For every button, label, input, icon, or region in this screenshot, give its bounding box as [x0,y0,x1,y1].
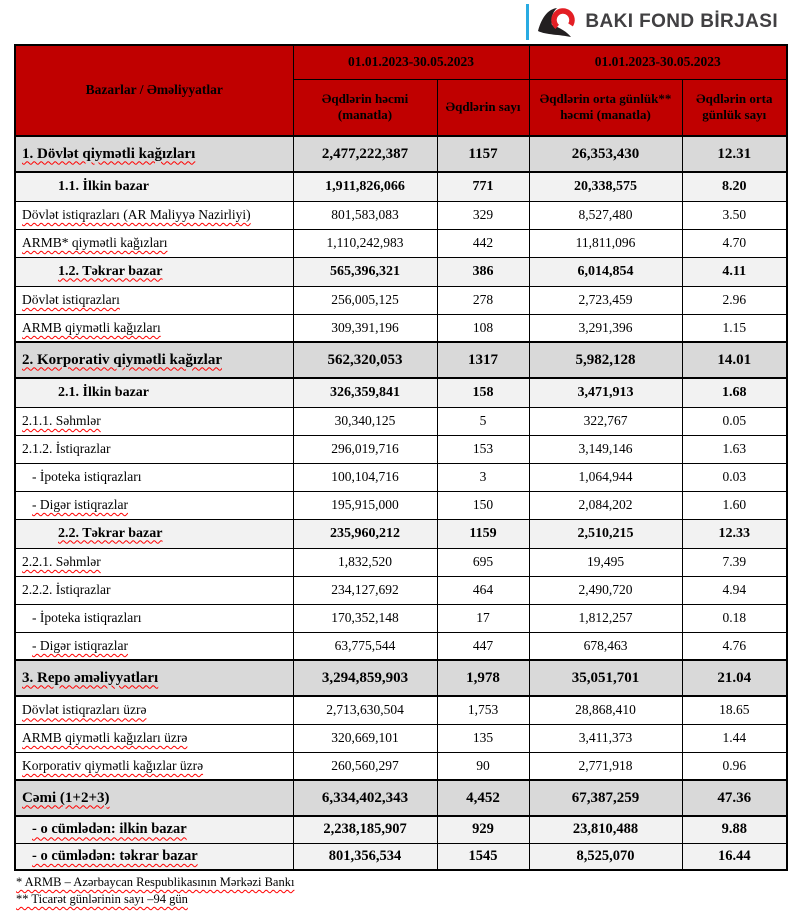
table-row [15,136,787,172]
table-row [15,724,787,752]
cell-count: 464 [437,576,529,604]
cell-avg-volume: 2,510,215 [529,519,682,548]
row-label: 1.2. Təkrar bazar [15,257,293,286]
cell-volume: 320,669,101 [293,724,437,752]
cell-avg-volume: 67,387,259 [529,780,682,816]
cell-count: 4,452 [437,780,529,816]
table-row [15,548,787,576]
cell-volume: 2,238,185,907 [293,816,437,843]
period-header-2: 01.01.2023-30.05.2023 [529,45,787,79]
cell-count: 1157 [437,136,529,172]
cell-avg-count: 1.60 [682,491,787,519]
cell-avg-count: 0.96 [682,752,787,780]
footnote-trading-days: ** Ticarət günlərinin sayı –94 gün [16,891,188,906]
row-label: - Digər istiqrazlar [15,491,293,519]
table-row [15,407,787,435]
table-row [15,435,787,463]
cell-volume: 1,832,520 [293,548,437,576]
cell-count: 771 [437,172,529,201]
cell-volume: 309,391,196 [293,314,437,342]
row-label: 2.1. İlkin bazar [15,378,293,407]
cell-volume: 801,356,534 [293,843,437,870]
logo-brand-name: BAKI FOND BİRJASI [585,11,778,32]
table-row [15,342,787,378]
bfb-logo [526,4,778,40]
row-label: - İpoteka istiqrazları [15,463,293,491]
cell-avg-volume: 8,527,480 [529,201,682,229]
row-label: - Digər istiqrazlar [15,632,293,660]
row-label: - o cümlədən: ilkin bazar [15,816,293,843]
row-label: Korporativ qiymətli kağızlar üzrə [15,752,293,780]
bfb-logo-icon [536,4,578,40]
cell-avg-volume: 322,767 [529,407,682,435]
cell-count: 1,978 [437,660,529,696]
row-label: ARMB* qiymətli kağızları [15,229,293,257]
col-header-avg-count: Əqdlərin orta günlük sayı [682,79,787,136]
cell-avg-count: 14.01 [682,342,787,378]
cell-avg-count: 47.36 [682,780,787,816]
cell-count: 108 [437,314,529,342]
cell-volume: 562,320,053 [293,342,437,378]
row-label: 2.2. Təkrar bazar [15,519,293,548]
table-row [15,660,787,696]
cell-count: 695 [437,548,529,576]
cell-volume: 256,005,125 [293,286,437,314]
table-header [15,45,787,136]
cell-count: 1,753 [437,696,529,724]
cell-count: 153 [437,435,529,463]
cell-avg-count: 18.65 [682,696,787,724]
row-label: 3. Repo əməliyyatları [15,660,293,696]
cell-avg-count: 1.68 [682,378,787,407]
cell-avg-volume: 35,051,701 [529,660,682,696]
cell-volume: 63,775,544 [293,632,437,660]
cell-count: 135 [437,724,529,752]
cell-avg-count: 3.50 [682,201,787,229]
cell-count: 278 [437,286,529,314]
row-label: Cəmi (1+2+3) [15,780,293,816]
cell-avg-count: 4.76 [682,632,787,660]
row-label: Dövlət istiqrazları üzrə [15,696,293,724]
cell-volume: 1,911,826,066 [293,172,437,201]
table-row [15,519,787,548]
cell-volume: 234,127,692 [293,576,437,604]
cell-volume: 2,477,222,387 [293,136,437,172]
table-row [15,752,787,780]
footnotes [16,874,800,908]
table-row [15,632,787,660]
cell-count: 1159 [437,519,529,548]
row-label: 2.2.2. İstiqrazlar [15,576,293,604]
cell-avg-volume: 19,495 [529,548,682,576]
row-label: 2.1.2. İstiqrazlar [15,435,293,463]
row-label: 2.2.1. Səhmlər [15,548,293,576]
cell-avg-volume: 678,463 [529,632,682,660]
table-row [15,816,787,843]
cell-avg-count: 4.70 [682,229,787,257]
cell-count: 1545 [437,843,529,870]
cell-count: 17 [437,604,529,632]
cell-count: 5 [437,407,529,435]
table-row [15,257,787,286]
cell-avg-count: 9.88 [682,816,787,843]
table-row [15,491,787,519]
cell-count: 929 [437,816,529,843]
cell-avg-count: 4.11 [682,257,787,286]
table-row [15,229,787,257]
table-row [15,576,787,604]
cell-avg-volume: 6,014,854 [529,257,682,286]
cell-volume: 801,583,083 [293,201,437,229]
cell-avg-count: 1.15 [682,314,787,342]
row-label: 2. Korporativ qiymətli kağızlar [15,342,293,378]
cell-avg-volume: 1,064,944 [529,463,682,491]
cell-volume: 100,104,716 [293,463,437,491]
cell-volume: 6,334,402,343 [293,780,437,816]
cell-avg-volume: 3,291,396 [529,314,682,342]
cell-avg-volume: 3,411,373 [529,724,682,752]
table-body [15,136,787,870]
cell-avg-volume: 20,338,575 [529,172,682,201]
cell-avg-volume: 3,471,913 [529,378,682,407]
row-label: Dövlət istiqrazları [15,286,293,314]
cell-avg-count: 21.04 [682,660,787,696]
cell-avg-count: 0.18 [682,604,787,632]
cell-volume: 1,110,242,983 [293,229,437,257]
cell-volume: 195,915,000 [293,491,437,519]
cell-volume: 3,294,859,903 [293,660,437,696]
cell-avg-count: 8.20 [682,172,787,201]
cell-avg-volume: 8,525,070 [529,843,682,870]
row-label: ARMB qiymətli kağızları [15,314,293,342]
cell-count: 386 [437,257,529,286]
period-header-1: 01.01.2023-30.05.2023 [293,45,529,79]
cell-count: 1317 [437,342,529,378]
row-label: 1.1. İlkin bazar [15,172,293,201]
cell-volume: 235,960,212 [293,519,437,548]
cell-avg-count: 7.39 [682,548,787,576]
table-row [15,201,787,229]
cell-avg-volume: 2,771,918 [529,752,682,780]
cell-count: 329 [437,201,529,229]
cell-avg-volume: 2,490,720 [529,576,682,604]
cell-count: 3 [437,463,529,491]
col-header-volume: Əqdlərin həcmi (manatla) [293,79,437,136]
cell-volume: 170,352,148 [293,604,437,632]
col-header-markets: Bazarlar / Əməliyyatlar [15,45,293,136]
row-label: - İpoteka istiqrazları [15,604,293,632]
cell-volume: 30,340,125 [293,407,437,435]
cell-avg-volume: 26,353,430 [529,136,682,172]
row-label: Dövlət istiqrazları (AR Maliyyə Nazirliyi) [15,201,293,229]
table-row [15,780,787,816]
cell-count: 442 [437,229,529,257]
market-operations-table [14,44,788,871]
table-row [15,314,787,342]
cell-avg-count: 0.03 [682,463,787,491]
cell-avg-volume: 28,868,410 [529,696,682,724]
row-label: ARMB qiymətli kağızları üzrə [15,724,293,752]
cell-count: 90 [437,752,529,780]
logo-accent-bar [526,4,529,40]
cell-avg-volume: 11,811,096 [529,229,682,257]
col-header-count: Əqdlərin sayı [437,79,529,136]
table-row [15,463,787,491]
table-row [15,286,787,314]
row-label: 1. Dövlət qiymətli kağızları [15,136,293,172]
cell-avg-count: 0.05 [682,407,787,435]
footnote-armb: * ARMB – Azərbaycan Respublikasının Mərkəzi Bankı [16,875,295,889]
cell-volume: 2,713,630,504 [293,696,437,724]
cell-avg-volume: 3,149,146 [529,435,682,463]
table-row [15,843,787,870]
cell-volume: 565,396,321 [293,257,437,286]
cell-avg-volume: 2,084,202 [529,491,682,519]
cell-volume: 326,359,841 [293,378,437,407]
cell-avg-count: 12.31 [682,136,787,172]
cell-count: 158 [437,378,529,407]
cell-avg-count: 2.96 [682,286,787,314]
cell-count: 447 [437,632,529,660]
col-header-avg-volume: Əqdlərin orta günlük** həcmi (manatla) [529,79,682,136]
cell-avg-count: 16.44 [682,843,787,870]
cell-avg-count: 1.44 [682,724,787,752]
cell-avg-volume: 23,810,488 [529,816,682,843]
row-label: 2.1.1. Səhmlər [15,407,293,435]
cell-avg-count: 12.33 [682,519,787,548]
table-row [15,604,787,632]
cell-volume: 260,560,297 [293,752,437,780]
cell-avg-count: 4.94 [682,576,787,604]
table-row [15,696,787,724]
row-label: - o cümlədən: təkrar bazar [15,843,293,870]
cell-volume: 296,019,716 [293,435,437,463]
cell-count: 150 [437,491,529,519]
table-row [15,172,787,201]
cell-avg-volume: 1,812,257 [529,604,682,632]
table-row [15,378,787,407]
cell-avg-volume: 2,723,459 [529,286,682,314]
cell-avg-volume: 5,982,128 [529,342,682,378]
brand-header [0,0,800,44]
cell-avg-count: 1.63 [682,435,787,463]
